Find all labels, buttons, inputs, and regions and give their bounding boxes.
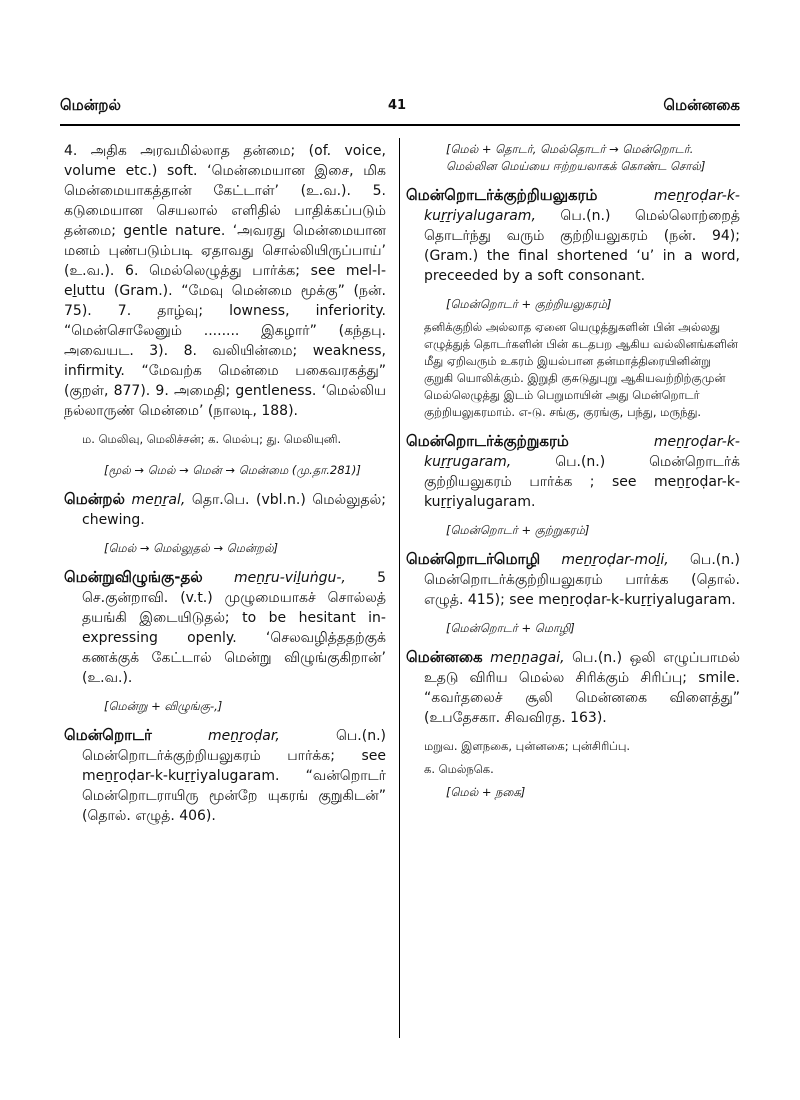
column-divider	[399, 138, 400, 1038]
etymology: [மென்றொடர் + மொழி]	[446, 621, 575, 635]
etymology: [மெல் → மெல்லுதல் → மென்றல்]	[104, 541, 278, 555]
definition: பெ.(n.) மென்றொடர்க்குற்றியலுகரம் பார்க்க; see meṉṟoḍar-k-kuṟṟiyalugaram. “வன்றொடர் மென்றொடராயிரு மூன்றே யுகரங் குறுகிடன்” (தொல். எழுத். 406).	[82, 728, 386, 824]
transliteration: meṉṟoḍar-moḻi,	[561, 552, 669, 568]
transliteration: meṉṟoḍar-k-kuṟṟugaram,	[424, 434, 740, 470]
definition: பெ.(n.) மென்றொடர்க்குற்றியலுகரம் பார்க்க (தொல். எழுத். 415); see meṉṟoḍar-k-kuṟṟiyalugaram.	[424, 552, 741, 608]
headword: மென்றல்	[64, 490, 125, 508]
headword: மென்றொடர்	[64, 726, 152, 744]
header-rule	[60, 124, 740, 126]
page-number: 41	[388, 98, 407, 113]
transliteration: meṉṟoḍar,	[207, 728, 280, 744]
etymology: [மெல் + தொடர், மெல்தொடர் → மென்றொடர். மெல்லின மெய்யை ஈற்றயலாகக் கொண்ட சொல்]	[446, 142, 706, 173]
transliteration: meṉṟal,	[131, 492, 186, 508]
headword: மென்றொடர்மொழி	[406, 550, 541, 568]
transliteration: meṉṉagai,	[490, 650, 565, 666]
etymology: [மூல் → மெல் → மென் → மென்மை (மு.தா.281)]	[104, 463, 361, 477]
etymology: [மெல் + நகை]	[446, 785, 526, 799]
definition: பெ.(n.) மெல்லொற்றைத் தொடர்ந்து வரும் குற்றியலுகரம் (நன். 94); (Gram.) the final shortened ‘u’ in a word, preceeded by a soft consonant.	[424, 208, 740, 284]
transliteration: meṉṟoḍar-k-kuṟṟiyalugaram,	[424, 188, 740, 224]
headword: மென்றுவிழுங்கு-தல்	[64, 568, 203, 586]
definition: 5 செ.குன்றாவி. (v.t.) முழுமையாகச் சொல்லத் தயங்கி இடையிடுதல்; to be hesitant in-expressing openly. ‘செலவழித்ததற்குக் கணக்குக் கேட்டால் மென்று விழுங்குகிறான்’ (உ.வ.).	[82, 570, 386, 686]
etymology: [மென்றொடர் + குற்றுகரம்]	[446, 523, 590, 537]
transliteration: meṉṟu-viḻuṅgu-,	[233, 570, 346, 586]
entry-menrodar-mozhi	[406, 549, 740, 610]
etymology: [மென்றொடர் + குற்றியலுகரம்]	[446, 297, 612, 311]
usage-note: தனிக்குறில் அல்லாத ஏனை யெழுத்துகளின் பின் அல்லது எழுத்துத் தொடர்களின் பின் கடதபற ஆகிய வல்லினங்களின் மீது ஏறிவரும் உகரம் இயல்பான தன்மாத்திரையினின்று குறுகி யொலிக்கும். இறுதி குசுடுதுபுறு ஆகியவற்றிற்குமுன் மெல்லெழுத்து இடம் பெறுமாயின் அது மென்றொடர் குற்றியலுகரமாம். எ-டு. சங்கு, குரங்கு, பந்து, மருந்து.	[424, 320, 738, 419]
sense-list: 4. அதிக அரவமில்லாத தன்மை; (of. voice, volume etc.) soft. ‘மென்மையான இசை, மிக மென்மையாகத்தான் கேட்டாள்’ (உ.வ.). 5. கடுமையான செயலால் எளிதில் பாதிக்கப்படும் தன்மை; gentle nature. ‘அவரது மென்மையான மனம் புண்படும்படி ஏதாவது சொல்லியிருப்பாய்’ (உ.வ.). 6. மெல்லெழுத்து பார்க்க; see mel-l-eḻuttu (Gram.). “மேவு மென்மை மூக்கு” (நன். 75). 7. தாழ்வு; lowness, inferiority. “மென்சொலேனும் ........ இகழார்” (கந்தபு. அவையட. 3). 8. வலியின்மை; weakness, infirmity. “மேவற்க மென்மை பகைவரகத்து” (குறள், 877). 9. அமைதி; gentleness. ‘மெல்லிய நல்லாருண் மென்மை’ (நாலடி, 188).	[64, 143, 386, 419]
left-column	[64, 141, 386, 826]
definition: பெ.(n.) ஒலி எழுப்பாமல் உதடு விரிய மெல்ல சிரிக்கும் சிரிப்பு; smile. “கவர்தலைச் சூலி மென்னகை விளைத்து” (உபதேசகா. சிவவிரத. 163).	[424, 650, 740, 726]
entry-menrodar-kurriyalugaram	[406, 185, 740, 286]
headword: மென்றொடர்க்குற்றுகரம்	[406, 432, 569, 450]
entry-menrodar-kurrugaram	[406, 431, 740, 512]
header-right-guideword: மென்னகை	[663, 96, 740, 114]
entry-menrodar	[64, 725, 386, 826]
cognates: ம. மெலிவு, மெலிச்சன்; க. மெல்பு; து. மெலியுனி.	[82, 432, 342, 446]
entry-menral	[64, 489, 386, 530]
synonyms: மறுவ. இளநகை, புன்னகை; புன்சிரிப்பு.	[424, 739, 631, 753]
header-left-guideword: மென்றல்	[60, 96, 121, 114]
definition: பெ.(n.) மென்றொடர்க் குற்றியலுகரம் பார்க்க ; see meṉṟoḍar-k-kuṟṟiyalugaram.	[424, 454, 741, 510]
definition: தொ.பெ. (vbl.n.) மெல்லுதல்; chewing.	[82, 492, 387, 528]
headword: மென்னகை	[406, 648, 483, 666]
cognates: க. மெல்நகெ.	[424, 762, 494, 776]
headword: மென்றொடர்க்குற்றியலுகரம்	[406, 186, 598, 204]
entry-menru-vizhungu	[64, 567, 386, 688]
etymology: [மென்று + விழுங்கு-,]	[104, 699, 223, 713]
entry-mennagai	[406, 647, 740, 728]
page-header	[60, 96, 740, 120]
right-column	[406, 141, 740, 801]
